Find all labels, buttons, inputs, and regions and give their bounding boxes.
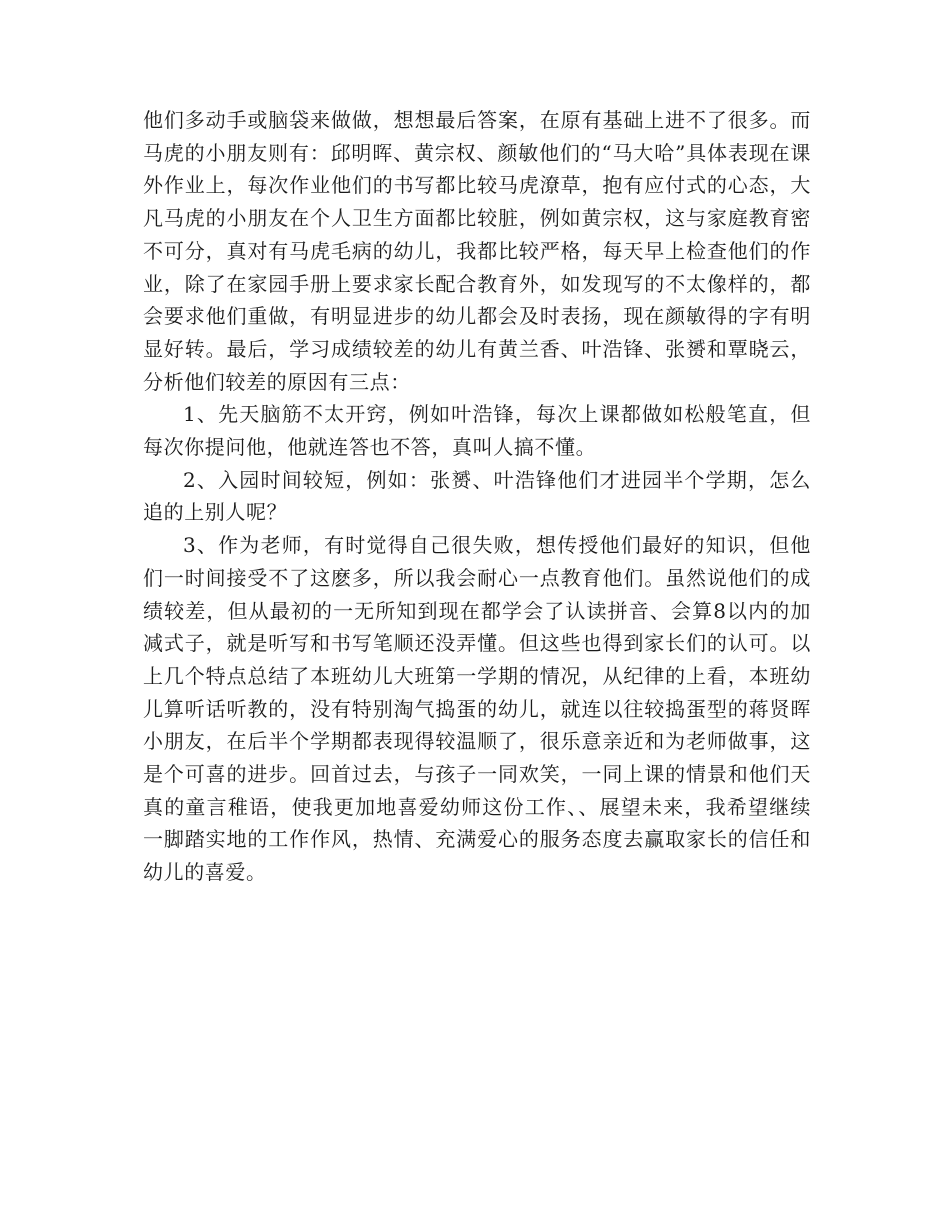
paragraph-reason-3: 3、作为老师，有时觉得自己很失败，想传授他们最好的知识，但他们一时间接受不了这麽多，所以我会耐心一点教育他们。虽然说他们的成绩较差，但从最初的一无所知到现在都学会了认读拼音、会算8以内的加减式子，就是听写和书写笔顺还没弄懂。但这些也得到家长们的认可。以上几个特点总结了本班幼儿大班第一学期的情况，从纪律的上看，本班幼儿算听话听教的，没有特别淘气捣蛋的幼儿，就连以往较捣蛋型的蒋贤晖小朋友，在后半个学期都表现得较温顺了，很乐意亲近和为老师做事，这是个可喜的进步。回首过去，与孩子一同欢笑，一同上课的情景和他们天真的童言稚语，使我更加地喜爱幼师这份工作、、展望未来，我希望继续一脚踏实地的工作作风，热情、充满爱心的服务态度去赢取家长的信任和幼儿的喜爱。 <box>143 533 811 885</box>
document-body <box>143 104 811 889</box>
paragraph-continued-text: 他们多动手或脑袋来做做，想想最后答案，在原有基础上进不了很多。而马虎的小朋友则有：邱明晖、黄宗权、颜敏他们的“马大哈”具体表现在课外作业上，每次作业他们的书写都比较马虎潦草，抱有应付式的心态，大凡马虎的小朋友在个人卫生方面都比较脏，例如黄宗权，这与家庭教育密不可分，真对有马虎毛病的幼儿，我都比较严格，每天早上检查他们的作业，除了在家园手册上要求家长配合教育外，如发现写的不太像样的，都会要求他们重做，有明显进步的幼儿都会及时表扬，现在颜敏得的字有明显好转。最后，学习成绩较差的幼儿有黄兰香、叶浩锋、张赟和覃晓云，分析他们较差的原因有三点： <box>143 108 811 394</box>
paragraph-reason-1: 1、先天脑筋不太开窍，例如叶浩锋，每次上课都做如松般笔直，但每次你提问他，他就连答也不答，真叫人搞不懂。 <box>143 402 811 460</box>
paragraph-reason-2: 2、入园时间较短，例如：张赟、叶浩锋他们才进园半个学期，怎么追的上别人呢？ <box>143 467 811 525</box>
